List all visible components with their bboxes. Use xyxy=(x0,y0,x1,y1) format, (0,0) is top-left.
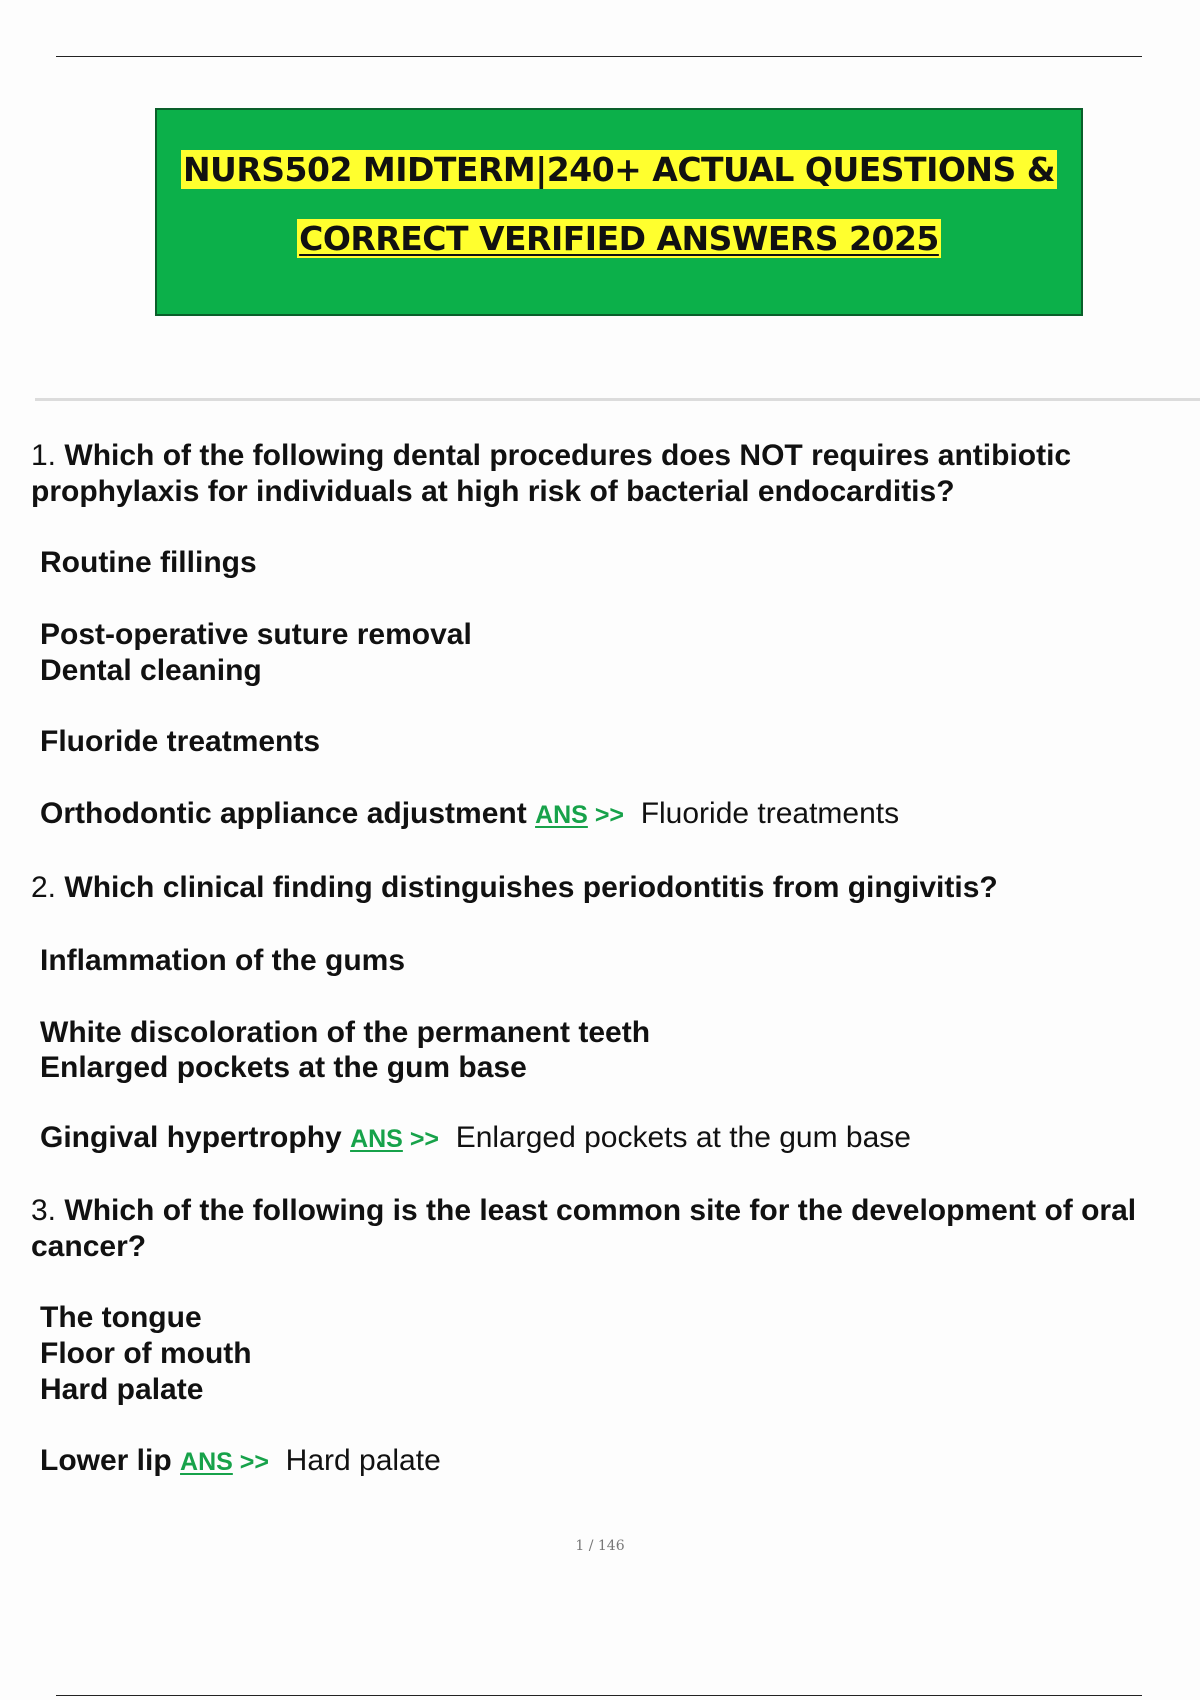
question-2-option: Gingival hypertrophy xyxy=(40,1121,342,1154)
question-3-text: 3. Which of the following is the least common site for the development of oral xyxy=(31,1194,1137,1227)
question-3-text-continued: cancer? xyxy=(31,1230,147,1263)
question-1-option: Dental cleaning xyxy=(40,654,262,687)
section-divider xyxy=(35,398,1200,401)
question-3-answer-row xyxy=(40,1443,441,1480)
question-3-option: Hard palate xyxy=(40,1373,204,1406)
page-number: 1 / 146 xyxy=(575,1538,625,1554)
document-title-line-1: NURS502 MIDTERM|240+ ACTUAL QUESTIONS & xyxy=(182,150,1056,189)
question-3-option: The tongue xyxy=(40,1301,202,1334)
question-3-answer: Hard palate xyxy=(285,1444,441,1477)
question-2-text: 2. Which clinical finding distinguishes periodontitis from gingivitis? xyxy=(31,871,998,904)
question-1-option: Fluoride treatments xyxy=(40,725,321,758)
question-1-answer-row xyxy=(40,796,899,833)
question-3-option: Floor of mouth xyxy=(40,1337,252,1370)
title-banner xyxy=(155,108,1083,316)
question-2-option: Inflammation of the gums xyxy=(40,944,406,977)
answer-arrow: >> xyxy=(594,801,625,829)
question-1-option: Routine fillings xyxy=(40,546,257,579)
question-1-answer: Fluoride treatments xyxy=(640,797,900,830)
question-1-text-continued: prophylaxis for individuals at high risk of bacterial endocarditis? xyxy=(31,475,955,508)
answer-arrow: >> xyxy=(409,1125,440,1153)
question-2-answer-row xyxy=(40,1120,911,1157)
question-1-option: Orthodontic appliance adjustment xyxy=(40,797,527,830)
question-3-option: Lower lip xyxy=(40,1444,172,1477)
question-1-text: 1. Which of the following dental procedures does NOT requires antibiotic xyxy=(31,439,1072,472)
document-title-line-2: CORRECT VERIFIED ANSWERS 2025 xyxy=(299,219,939,258)
question-1-option: Post-operative suture removal xyxy=(40,618,472,651)
question-number: 2. xyxy=(31,871,57,904)
top-rule xyxy=(56,56,1142,57)
question-2-option: Enlarged pockets at the gum base xyxy=(40,1051,527,1084)
answer-label: ANS xyxy=(180,1448,233,1476)
question-2-option: White discoloration of the permanent teeth xyxy=(40,1016,651,1049)
question-number: 1. xyxy=(31,439,57,472)
bottom-rule xyxy=(56,1695,1142,1696)
question-2-answer: Enlarged pockets at the gum base xyxy=(455,1121,911,1154)
answer-arrow: >> xyxy=(239,1448,269,1476)
answer-label: ANS xyxy=(350,1125,403,1153)
answer-label: ANS xyxy=(535,801,588,829)
question-number: 3. xyxy=(31,1194,57,1227)
